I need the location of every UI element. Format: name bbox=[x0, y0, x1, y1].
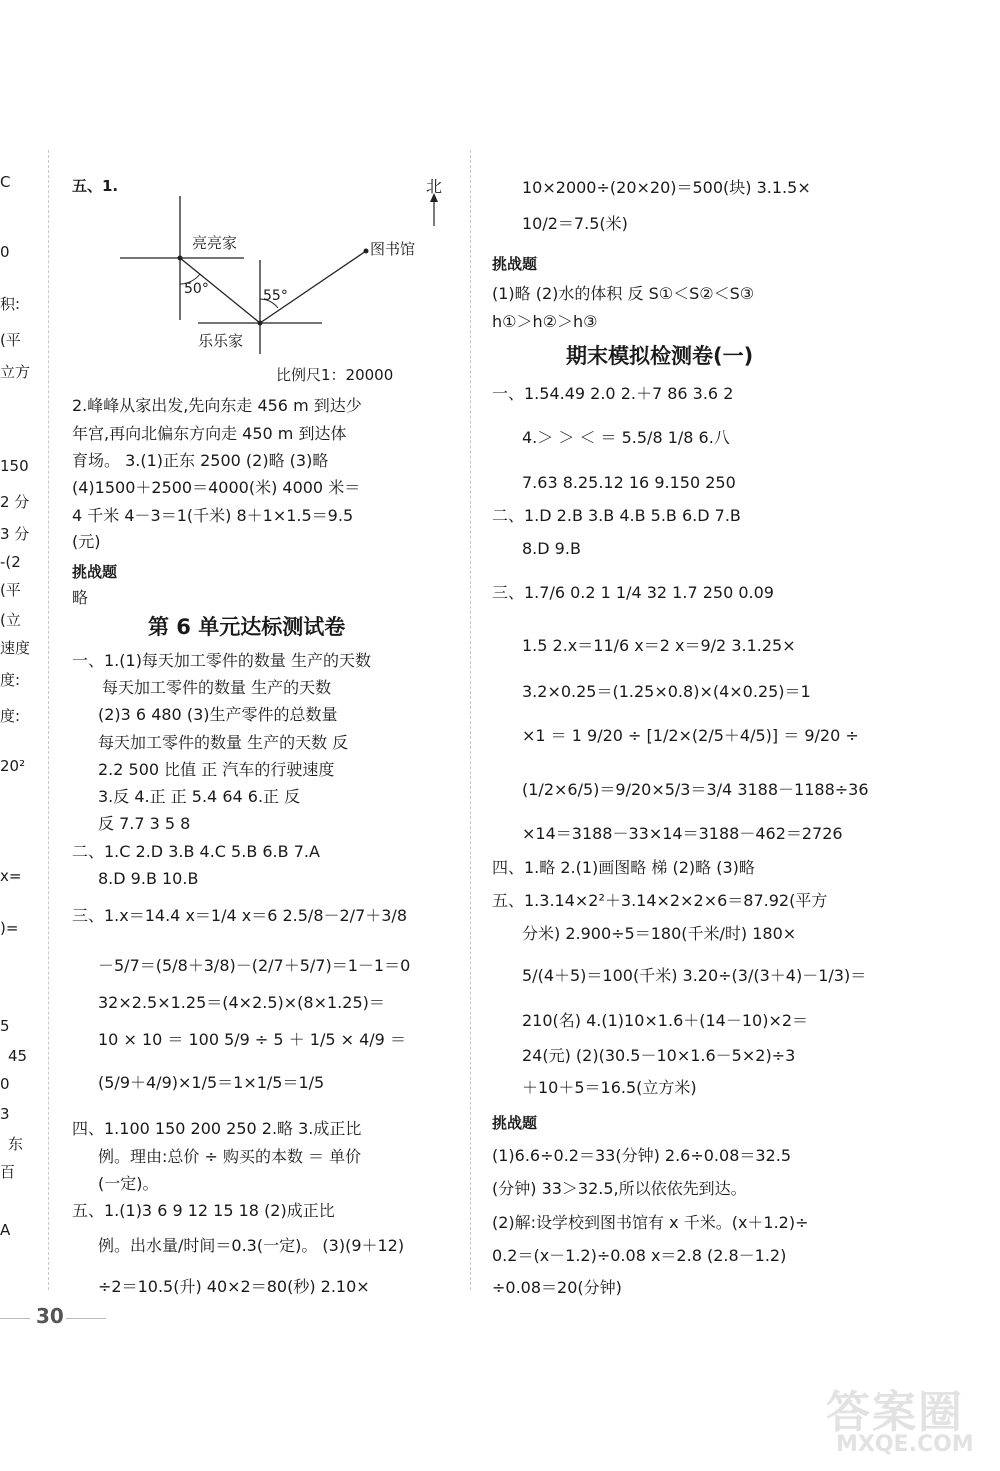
angle-label: 55° bbox=[263, 288, 288, 304]
answer-line: (一定)。 bbox=[98, 1174, 159, 1193]
strip-line: 积: bbox=[0, 295, 21, 313]
answer-line: (元) bbox=[72, 532, 101, 551]
strip-line: 东 bbox=[8, 1135, 24, 1153]
answer-line: 3.反 4.正 正 5.4 64 6.正 反 bbox=[98, 787, 301, 806]
answer-line: 每天加工零件的数量 生产的天数 bbox=[102, 678, 332, 697]
liang-label: 亮亮家 bbox=[192, 234, 238, 252]
strip-line: 0 bbox=[0, 1075, 10, 1093]
answer-line: ×1 ＝ 1 9/20 ÷ [1/2×(2/5＋4/5)] ＝ 9/20 ÷ bbox=[522, 726, 859, 745]
answer-line: 分米) 2.900÷5＝180(千米/时) 180× bbox=[522, 924, 797, 943]
answer-line: 每天加工零件的数量 生产的天数 反 bbox=[98, 733, 349, 752]
answer-line: 二、1.C 2.D 3.B 4.C 5.B 6.B 7.A bbox=[72, 842, 320, 861]
answer-line: (4)1500＋2500＝4000(米) 4000 米＝ bbox=[72, 478, 361, 497]
watermark-url: MXQE.COM bbox=[836, 1432, 974, 1457]
strip-line: -(2 bbox=[0, 553, 21, 571]
strip-line: 20² bbox=[0, 757, 26, 775]
answer-line: 3.2×0.25＝(1.25×0.8)×(4×0.25)＝1 bbox=[522, 682, 811, 701]
answer-line: (1)6.6÷0.2＝33(分钟) 2.6÷0.08＝32.5 bbox=[492, 1146, 791, 1165]
answer-line: 例。理由:总价 ÷ 购买的本数 ＝ 单价 bbox=[98, 1147, 362, 1166]
strip-line: (立 bbox=[0, 611, 21, 629]
answer-line: 略 bbox=[72, 588, 89, 607]
answer-line: (分钟) 33＞32.5,所以依依先到达。 bbox=[492, 1179, 747, 1198]
answer-line: 8.D 9.B bbox=[522, 539, 581, 558]
answer-line: 三、1.7/6 0.2 1 1/4 32 1.7 250 0.09 bbox=[492, 583, 774, 602]
strip-line: x= bbox=[0, 867, 22, 885]
answer-line: 四、1.100 150 200 250 2.略 3.成正比 bbox=[72, 1119, 362, 1138]
answer-line: (2)3 6 480 (3)生产零件的总数量 bbox=[98, 705, 338, 724]
answer-line: 1.5 2.x＝11/6 x＝2 x＝9/2 3.1.25× bbox=[522, 636, 796, 655]
challenge-heading: 挑战题 bbox=[492, 255, 538, 273]
answer-line: ×14＝3188－33×14＝3188－462＝2726 bbox=[522, 824, 843, 843]
answer-line: (1)略 (2)水的体积 反 S①＜S②＜S③ bbox=[492, 284, 755, 303]
answer-line: 5/(4＋5)＝100(千米) 3.20÷(3/(3＋4)－1/3)＝ bbox=[522, 966, 867, 985]
answer-line: 二、1.D 2.B 3.B 4.B 5.B 6.D 7.B bbox=[492, 506, 741, 525]
answer-line: 8.D 9.B 10.B bbox=[98, 869, 199, 888]
strip-line: 5 bbox=[0, 1017, 10, 1035]
library-label: 图书馆 bbox=[370, 240, 416, 258]
answer-line: 4 千米 4－3＝1(千米) 8＋1×1.5＝9.5 bbox=[72, 506, 354, 525]
answer-line: 五、1.3.14×2²＋3.14×2×2×6＝87.92(平方 bbox=[492, 891, 828, 910]
answer-line: 2.2 500 比值 正 汽车的行驶速度 bbox=[98, 760, 335, 779]
strip-line: A bbox=[0, 1221, 11, 1239]
strip-line: 3 bbox=[0, 1105, 10, 1123]
watermark-logo: 答案圈 bbox=[826, 1387, 964, 1438]
answer-line: (5/9＋4/9)×1/5＝1×1/5＝1/5 bbox=[98, 1073, 325, 1092]
answer-line: 7.63 8.25.12 16 9.150 250 bbox=[522, 473, 736, 492]
strip-line: 度: bbox=[0, 671, 21, 689]
answer-line: 210(名) 4.(1)10×1.6＋(14－10)×2＝ bbox=[522, 1011, 809, 1030]
strip-line: 度: bbox=[0, 707, 21, 725]
section-title: 第 6 单元达标测试卷 bbox=[148, 615, 346, 639]
route-line bbox=[260, 251, 366, 323]
page-number: 30 bbox=[36, 1304, 64, 1328]
answer-line: －5/7＝(5/8＋3/8)－(2/7＋5/7)＝1－1＝0 bbox=[98, 956, 411, 975]
answer-line: h①＞h②＞h③ bbox=[492, 312, 598, 331]
strip-line: 150 bbox=[0, 457, 29, 475]
liang-point bbox=[178, 256, 183, 261]
answer-line: (2)解:设学校到图书馆有 x 千米。(x＋1.2)÷ bbox=[492, 1213, 809, 1232]
column-divider bbox=[48, 150, 49, 1290]
library-point bbox=[364, 249, 369, 254]
answer-line: 24(元) (2)(30.5－10×1.6－5×2)÷3 bbox=[522, 1046, 796, 1065]
section-title: 期末模拟检测卷(一) bbox=[566, 344, 754, 368]
strip-line: C bbox=[0, 173, 11, 191]
answer-line: 育场。 3.(1)正东 2500 (2)略 (3)略 bbox=[72, 451, 329, 470]
answer-line: 一、1.(1)每天加工零件的数量 生产的天数 bbox=[72, 651, 372, 670]
answer-line: ÷0.08＝20(分钟) bbox=[492, 1278, 622, 1297]
answer-line: 2.峰峰从家出发,先向东走 456 m 到达少 bbox=[72, 396, 362, 415]
direction-map-diagram bbox=[112, 168, 462, 388]
answer-line: ÷2＝10.5(升) 40×2＝80(秒) 2.10× bbox=[98, 1277, 370, 1296]
answer-line: 四、1.略 2.(1)画图略 梯 (2)略 (3)略 bbox=[492, 858, 755, 877]
lele-point bbox=[258, 321, 263, 326]
answer-line: 10/2＝7.5(米) bbox=[522, 214, 628, 233]
answer-line: 10×2000÷(20×20)＝500(块) 3.1.5× bbox=[522, 178, 811, 197]
answer-line: 0.2＝(x－1.2)÷0.08 x＝2.8 (2.8－1.2) bbox=[492, 1246, 787, 1265]
answer-line: 例。出水量/时间＝0.3(一定)。 (3)(9＋12) bbox=[98, 1236, 405, 1255]
strip-line: )= bbox=[0, 919, 19, 937]
strip-line: 3 分 bbox=[0, 525, 30, 543]
strip-line: 45 bbox=[8, 1047, 28, 1065]
answer-line: 年宫,再向北偏东方向走 450 m 到达体 bbox=[72, 424, 347, 443]
strip-line: 速度 bbox=[0, 639, 31, 657]
north-label: 北 bbox=[426, 177, 443, 196]
strip-line: (平 bbox=[0, 331, 21, 349]
challenge-heading: 挑战题 bbox=[72, 563, 118, 581]
answer-line: 10 × 10 ＝ 100 5/9 ÷ 5 ＋ 1/5 × 4/9 ＝ bbox=[98, 1030, 406, 1049]
answer-line: (1/2×6/5)＝9/20×5/3＝3/4 3188－1188÷36 bbox=[522, 780, 869, 799]
answer-line: 五、1.(1)3 6 9 12 15 18 (2)成正比 bbox=[72, 1201, 335, 1220]
strip-line: 百 bbox=[0, 1163, 16, 1181]
strip-line: 2 分 bbox=[0, 493, 30, 511]
answer-line: 一、1.54.49 2.0 2.＋7 86 3.6 2 bbox=[492, 384, 734, 403]
strip-line: 立方 bbox=[0, 363, 31, 381]
answer-line: 三、1.x＝14.4 x＝1/4 x＝6 2.5/8－2/7＋3/8 bbox=[72, 906, 408, 925]
challenge-heading: 挑战题 bbox=[492, 1114, 538, 1132]
page-number-rule bbox=[0, 1318, 30, 1319]
angle-label: 50° bbox=[184, 281, 209, 297]
answer-line: 反 7.7 3 5 8 bbox=[98, 814, 191, 833]
section-head: 五、1. bbox=[72, 177, 119, 195]
page-number-rule bbox=[66, 1318, 106, 1319]
scale-label: 比例尺1：20000 bbox=[276, 366, 394, 384]
lele-label: 乐乐家 bbox=[198, 332, 244, 350]
answer-line: 32×2.5×1.25＝(4×2.5)×(8×1.25)＝ bbox=[98, 993, 385, 1012]
answer-line: ＋10＋5＝16.5(立方米) bbox=[522, 1078, 697, 1097]
answer-line: 4.＞ ＞ ＜ ＝ 5.5/8 1/8 6.八 bbox=[522, 428, 730, 447]
column-divider bbox=[470, 150, 471, 1290]
strip-line: 0 bbox=[0, 243, 10, 261]
strip-line: (平 bbox=[0, 581, 21, 599]
